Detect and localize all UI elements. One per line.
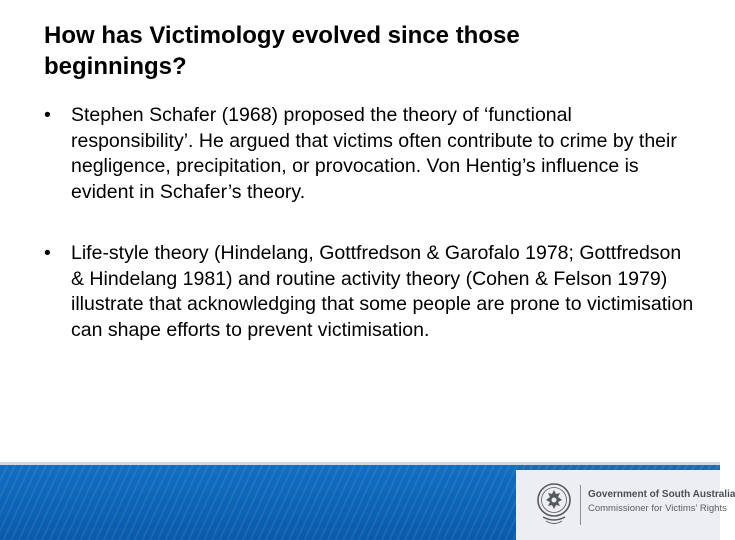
crest-icon bbox=[535, 481, 573, 527]
government-logo bbox=[516, 470, 735, 540]
bullet-marker: • bbox=[44, 104, 51, 126]
bullet-item-lifestyle bbox=[44, 241, 694, 343]
org-subtitle: Commissioner for Victims’ Rights bbox=[588, 503, 727, 514]
bullet-text-lifestyle: Life-style theory (Hindelang, Gottfredson & Garofalo 1978; Gottfredson & Hindelang 1981) and routine activity theory (Cohen & Felson 1979) illustrate that acknowledging that some people are prone to victimisation can shape efforts to prevent victimisation. bbox=[71, 242, 694, 341]
slide-title: How has Victimology evolved since those beginnings? bbox=[44, 22, 520, 80]
logo-divider bbox=[580, 485, 581, 525]
bullet-marker: • bbox=[44, 242, 51, 264]
org-name: Government of South Australia bbox=[588, 489, 735, 500]
bullet-list bbox=[44, 103, 694, 379]
bullet-text-schafer: Stephen Schafer (1968) proposed the theory of ‘functional responsibility’. He argued that victims often contribute to crime by their negligence, precipitation, or provocation. Von Hentig’s influence is evident in Schafer’s theory. bbox=[71, 104, 677, 203]
bullet-item-schafer bbox=[44, 103, 694, 205]
